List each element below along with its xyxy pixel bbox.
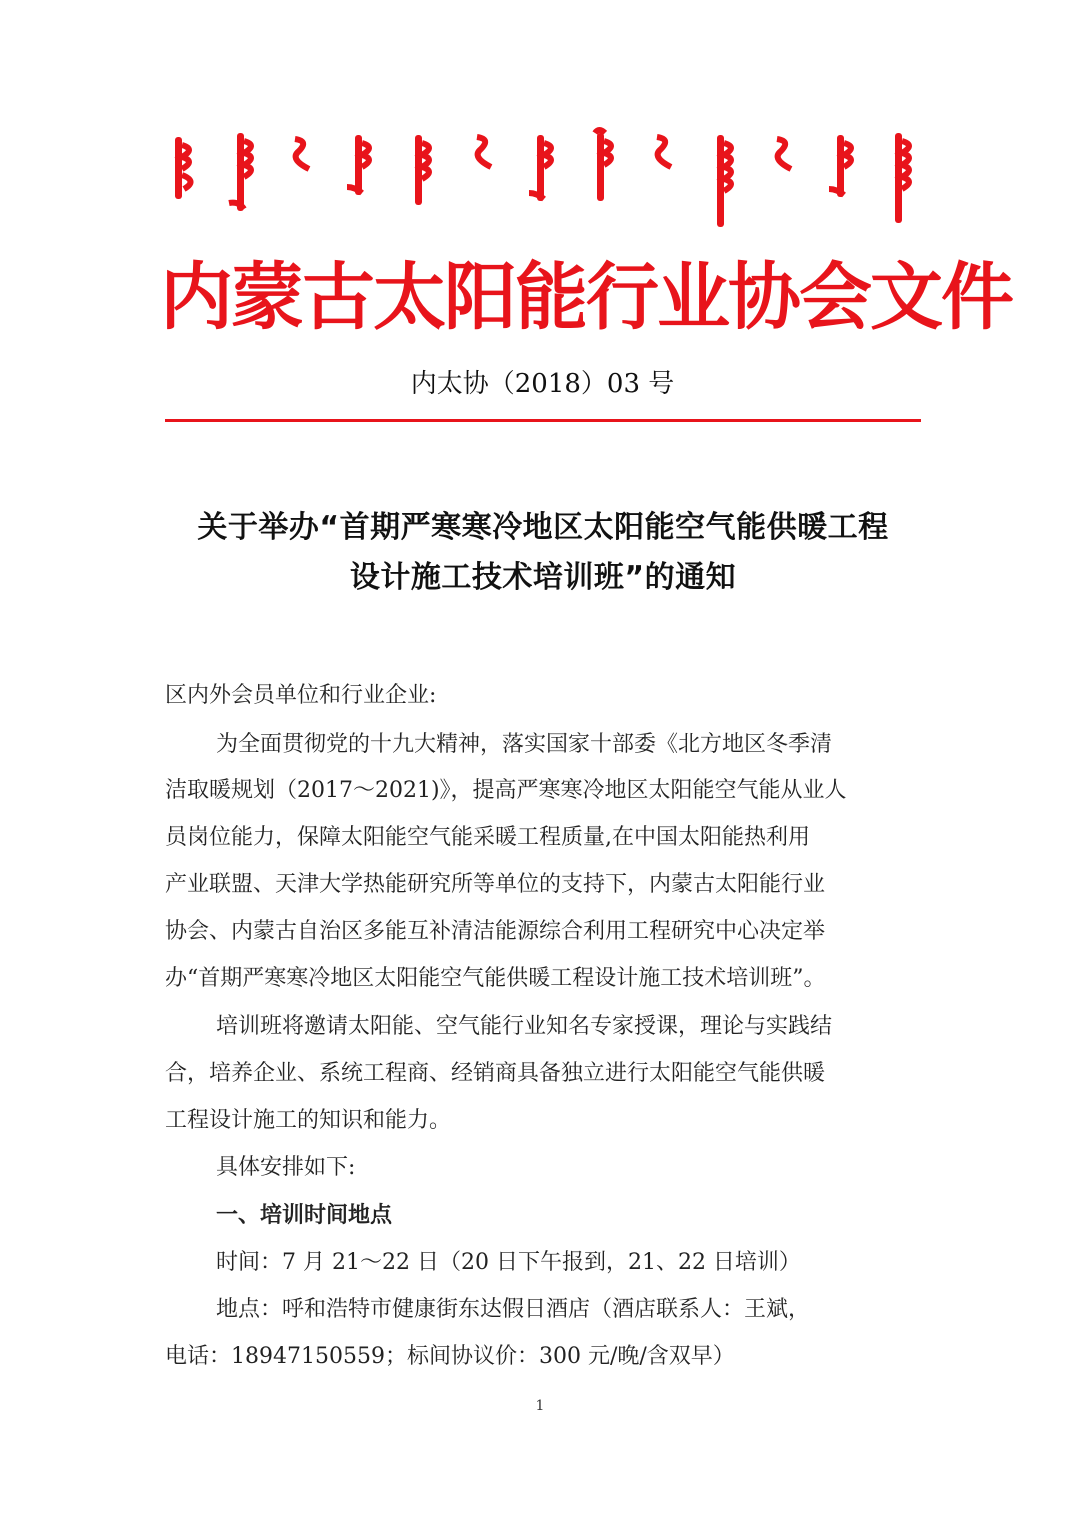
section-heading: 一、培训时间地点 — [216, 1203, 393, 1228]
place-line: 地点：呼和浩特市健康街东达假日酒店（酒店联系人：王斌， — [216, 1297, 811, 1322]
page-number: 1 — [535, 1398, 545, 1414]
paragraph-line: 洁取暖规划（2017～2021)》，提高严寒寒冷地区太阳能空气能从业人 — [165, 778, 847, 803]
paragraph-line: 合，培养企业、系统工程商、经销商具备独立进行太阳能空气能供暖 — [165, 1061, 826, 1086]
mongolian-script-header — [165, 125, 925, 235]
paragraph-line: 办“首期严寒寒冷地区太阳能空气能供暖工程设计施工技术培训班”。 — [165, 966, 826, 991]
notice-title — [165, 503, 921, 603]
time-line: 时间：7 月 21～22 日（20 日下午报到，21、22 日培训） — [216, 1250, 801, 1275]
notice-title-line: 关于举办“首期严寒寒冷地区太阳能空气能供暖工程 — [197, 510, 889, 545]
paragraph-line: 工程设计施工的知识和能力。 — [165, 1108, 452, 1133]
document-number: 内太协（2018）03 号 — [410, 369, 675, 399]
paragraph-line: 产业联盟、天津大学热能研究所等单位的支持下，内蒙古太阳能行业 — [165, 872, 826, 897]
paragraph-line: 培训班将邀请太阳能、空气能行业知名专家授课，理论与实践结 — [216, 1014, 833, 1039]
salutation: 区内外会员单位和行业企业: — [165, 683, 437, 708]
place-line: 电话：18947150559；标间协议价：300 元/晚/含双早） — [165, 1344, 735, 1369]
paragraph-line: 为全面贯彻党的十九大精神，落实国家十部委《北方地区冬季清 — [216, 732, 833, 757]
issuer-title: 内蒙古太阳能行业协会文件 — [160, 255, 1012, 340]
paragraph-line: 员岗位能力，保障太阳能空气能采暖工程质量,在中国太阳能热利用 — [165, 825, 810, 850]
notice-title-line: 设计施工技术培训班”的通知 — [349, 560, 737, 595]
red-divider — [165, 419, 921, 422]
paragraph-line: 具体安排如下: — [216, 1155, 356, 1180]
paragraph-line: 协会、内蒙古自治区多能互补清洁能源综合利用工程研究中心决定举 — [165, 919, 826, 944]
